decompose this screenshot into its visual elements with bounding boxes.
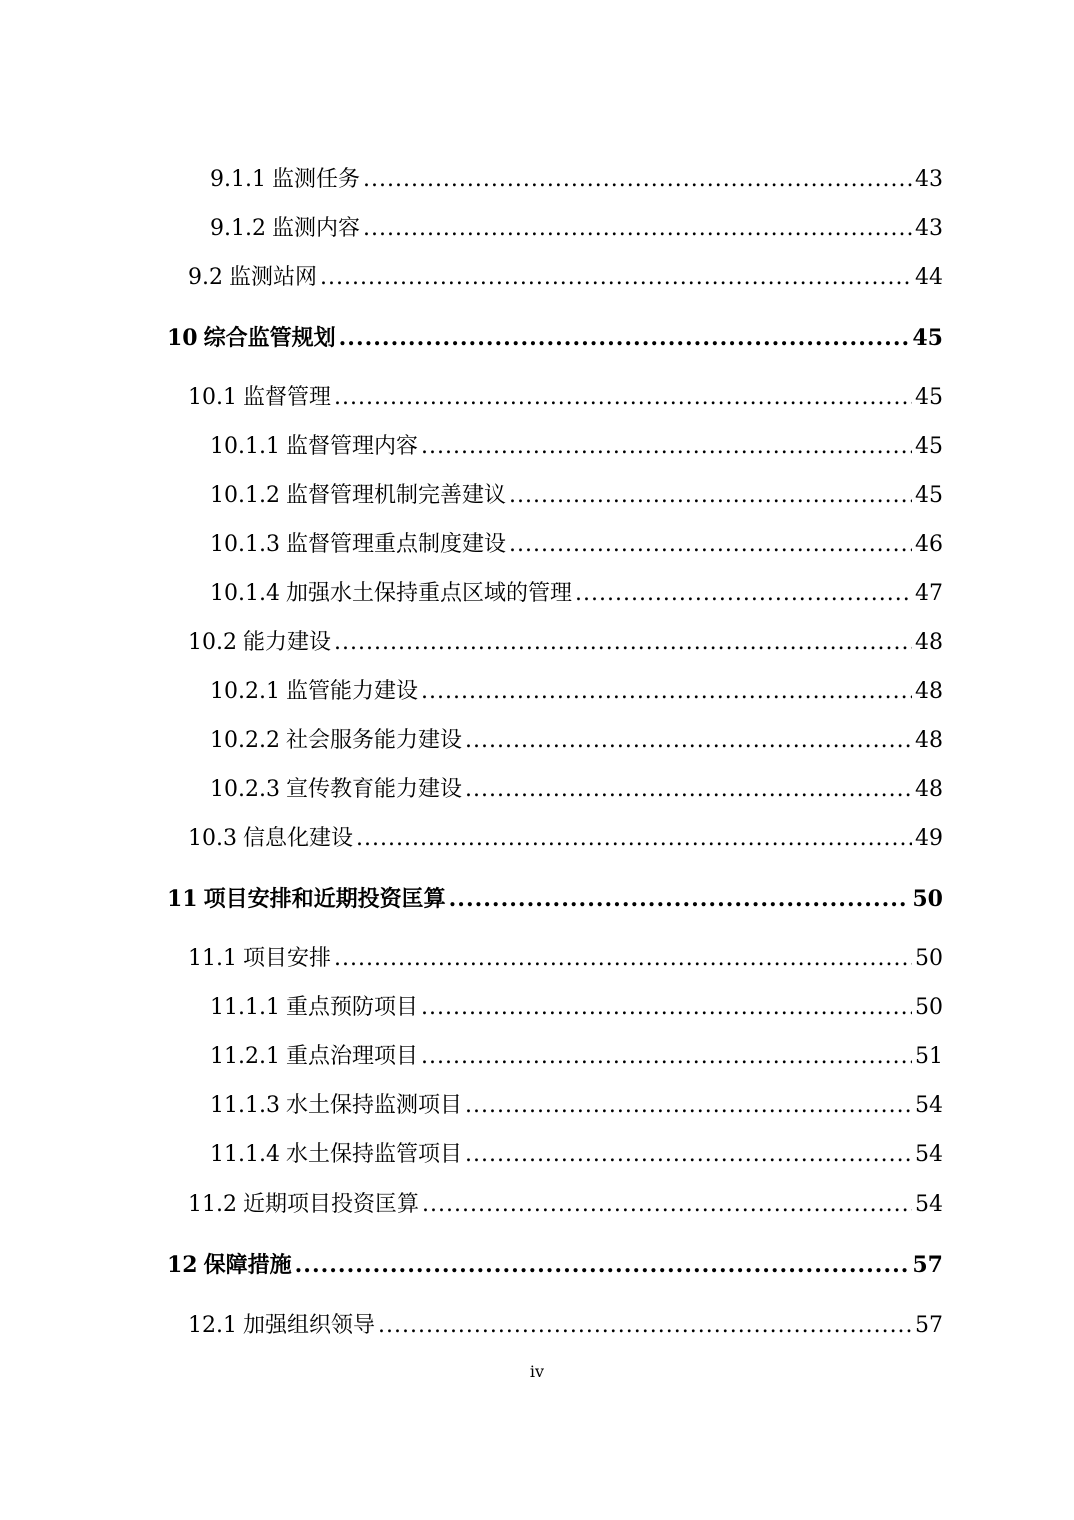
toc-entry-page: 51 [915,1044,943,1069]
toc-entry-page: 50 [912,886,943,912]
toc-entry[interactable] [210,726,943,756]
toc-entry-number: 10 [167,325,198,351]
toc-leader-dots [421,677,912,707]
toc-entry[interactable] [210,1140,943,1170]
toc-entry[interactable] [210,214,943,244]
toc-entry[interactable] [188,944,943,974]
toc-entry-number: 10.2.3 [210,777,280,802]
toc-entry-number: 12 [167,1252,198,1278]
toc-entry-title: 综合监管规划 [203,325,336,351]
toc-entry[interactable] [210,481,943,511]
toc-entry-title: 监测任务 [271,167,360,192]
toc-leader-dots [334,944,912,974]
toc-leader-dots [465,1091,912,1121]
toc-entry-title: 加强组织领导 [242,1313,375,1338]
page-number-footer: iv [529,1362,545,1381]
toc-entry-number: 10.2 [188,630,237,655]
toc-leader-dots [509,530,912,560]
toc-entry-title: 重点预防项目 [285,995,418,1020]
toc-leader-dots [295,1250,910,1280]
toc-entry-page: 48 [915,630,943,655]
toc-entry[interactable] [210,432,943,462]
toc-entry-page: 45 [912,325,943,351]
toc-entry-number: 10.1.1 [210,434,280,459]
toc-entry-page: 44 [915,265,943,290]
toc-entry-number: 11.1.4 [210,1142,280,1167]
toc-entry-number: 10.1.2 [210,483,280,508]
toc-leader-dots [334,628,912,658]
toc-entry-title: 水土保持监测项目 [285,1093,462,1118]
toc-leader-dots [465,775,912,805]
toc-entry-title: 项目安排 [242,946,331,971]
toc-entry-number: 11.1.1 [210,995,280,1020]
toc-entry-page: 57 [912,1252,943,1278]
toc-entry[interactable] [210,1091,943,1121]
toc-entry-page: 54 [915,1192,943,1217]
toc-entry-page: 48 [915,679,943,704]
toc-entry[interactable] [210,579,943,609]
toc-leader-dots [334,383,912,413]
toc-entry-page: 45 [915,385,943,410]
toc-entry-page: 48 [915,728,943,753]
toc-leader-dots [421,1042,912,1072]
toc-entry-title: 信息化建设 [242,826,353,851]
toc-leader-dots [339,323,910,353]
toc-entry-number: 10.1.4 [210,581,280,606]
toc-entry-number: 11 [167,886,198,912]
toc-entry-title: 监管能力建设 [285,679,418,704]
toc-entry[interactable] [210,993,943,1023]
toc-entry-page: 47 [915,581,943,606]
toc-entry-number: 11.1 [188,946,237,971]
toc-leader-dots [465,1140,912,1170]
toc-entry-title: 近期项目投资匡算 [242,1192,419,1217]
toc-entry-page: 50 [915,995,943,1020]
toc-entry-title: 加强水土保持重点区域的管理 [285,581,572,606]
toc-entry[interactable] [210,775,943,805]
toc-leader-dots [378,1311,912,1341]
toc-entry[interactable] [210,1042,943,1072]
toc-entry-page: 43 [915,167,943,192]
toc-entry-number: 11.2.1 [210,1044,280,1069]
toc-leader-dots [320,263,912,293]
toc-entry-number: 9.1.2 [210,216,266,241]
toc-entry-number: 10.1.3 [210,532,280,557]
toc-entry-title: 重点治理项目 [285,1044,418,1069]
toc-entry-title: 监测内容 [271,216,360,241]
toc-leader-dots [421,993,912,1023]
toc-leader-dots [421,432,912,462]
toc-entry[interactable] [210,165,943,195]
toc-entry-number: 10.2.1 [210,679,280,704]
toc-entry-number: 11.2 [188,1192,237,1217]
toc-entry-page: 49 [915,826,943,851]
toc-entry-number: 11.1.3 [210,1093,280,1118]
toc-entry-title: 监督管理重点制度建设 [285,532,506,557]
toc-entry[interactable] [188,383,943,413]
toc-entry-page: 54 [915,1142,943,1167]
toc-entry-page: 48 [915,777,943,802]
toc-entry[interactable] [188,1190,943,1220]
toc-entry[interactable] [188,628,943,658]
toc-leader-dots [449,884,910,914]
toc-entry-page: 46 [915,532,943,557]
toc-entry-title: 保障措施 [203,1252,292,1278]
toc-leader-dots [422,1190,912,1220]
toc-entry-page: 57 [915,1313,943,1338]
toc-entry-number: 10.2.2 [210,728,280,753]
toc-entry[interactable] [210,530,943,560]
toc-leader-dots [363,165,912,195]
toc-entry[interactable] [188,824,943,854]
toc-leader-dots [465,726,912,756]
toc-entry-number: 12.1 [188,1313,237,1338]
toc-entry-number: 9.2 [188,265,223,290]
toc-entry-page: 50 [915,946,943,971]
toc-entry-page: 54 [915,1093,943,1118]
toc-entry-title: 能力建设 [242,630,331,655]
toc-entry-title: 监督管理机制完善建议 [285,483,506,508]
toc-entry-page: 45 [915,434,943,459]
toc-entry-title: 监测站网 [229,265,318,290]
toc-entry-number: 9.1.1 [210,167,266,192]
toc-entry-title: 水土保持监管项目 [285,1142,462,1167]
toc-leader-dots [575,579,912,609]
toc-entry-title: 宣传教育能力建设 [285,777,462,802]
toc-entry-number: 10.1 [188,385,237,410]
toc-leader-dots [356,824,912,854]
toc-entry[interactable] [188,263,943,293]
toc-entry-title: 社会服务能力建设 [285,728,462,753]
toc-entry-title: 监督管理 [242,385,331,410]
toc-entry-page: 43 [915,216,943,241]
toc-entry-page: 45 [915,483,943,508]
toc-entry-number: 10.3 [188,826,237,851]
toc-entry[interactable] [210,677,943,707]
toc-entry-chapter[interactable] [167,323,943,353]
toc-entry-title: 项目安排和近期投资匡算 [203,886,446,912]
toc-entry[interactable] [188,1311,943,1341]
toc-entry-title: 监督管理内容 [285,434,418,459]
toc-entry-chapter[interactable] [167,1250,943,1280]
toc-entry-chapter[interactable] [167,884,943,914]
toc-leader-dots [509,481,912,511]
toc-leader-dots [363,214,912,244]
